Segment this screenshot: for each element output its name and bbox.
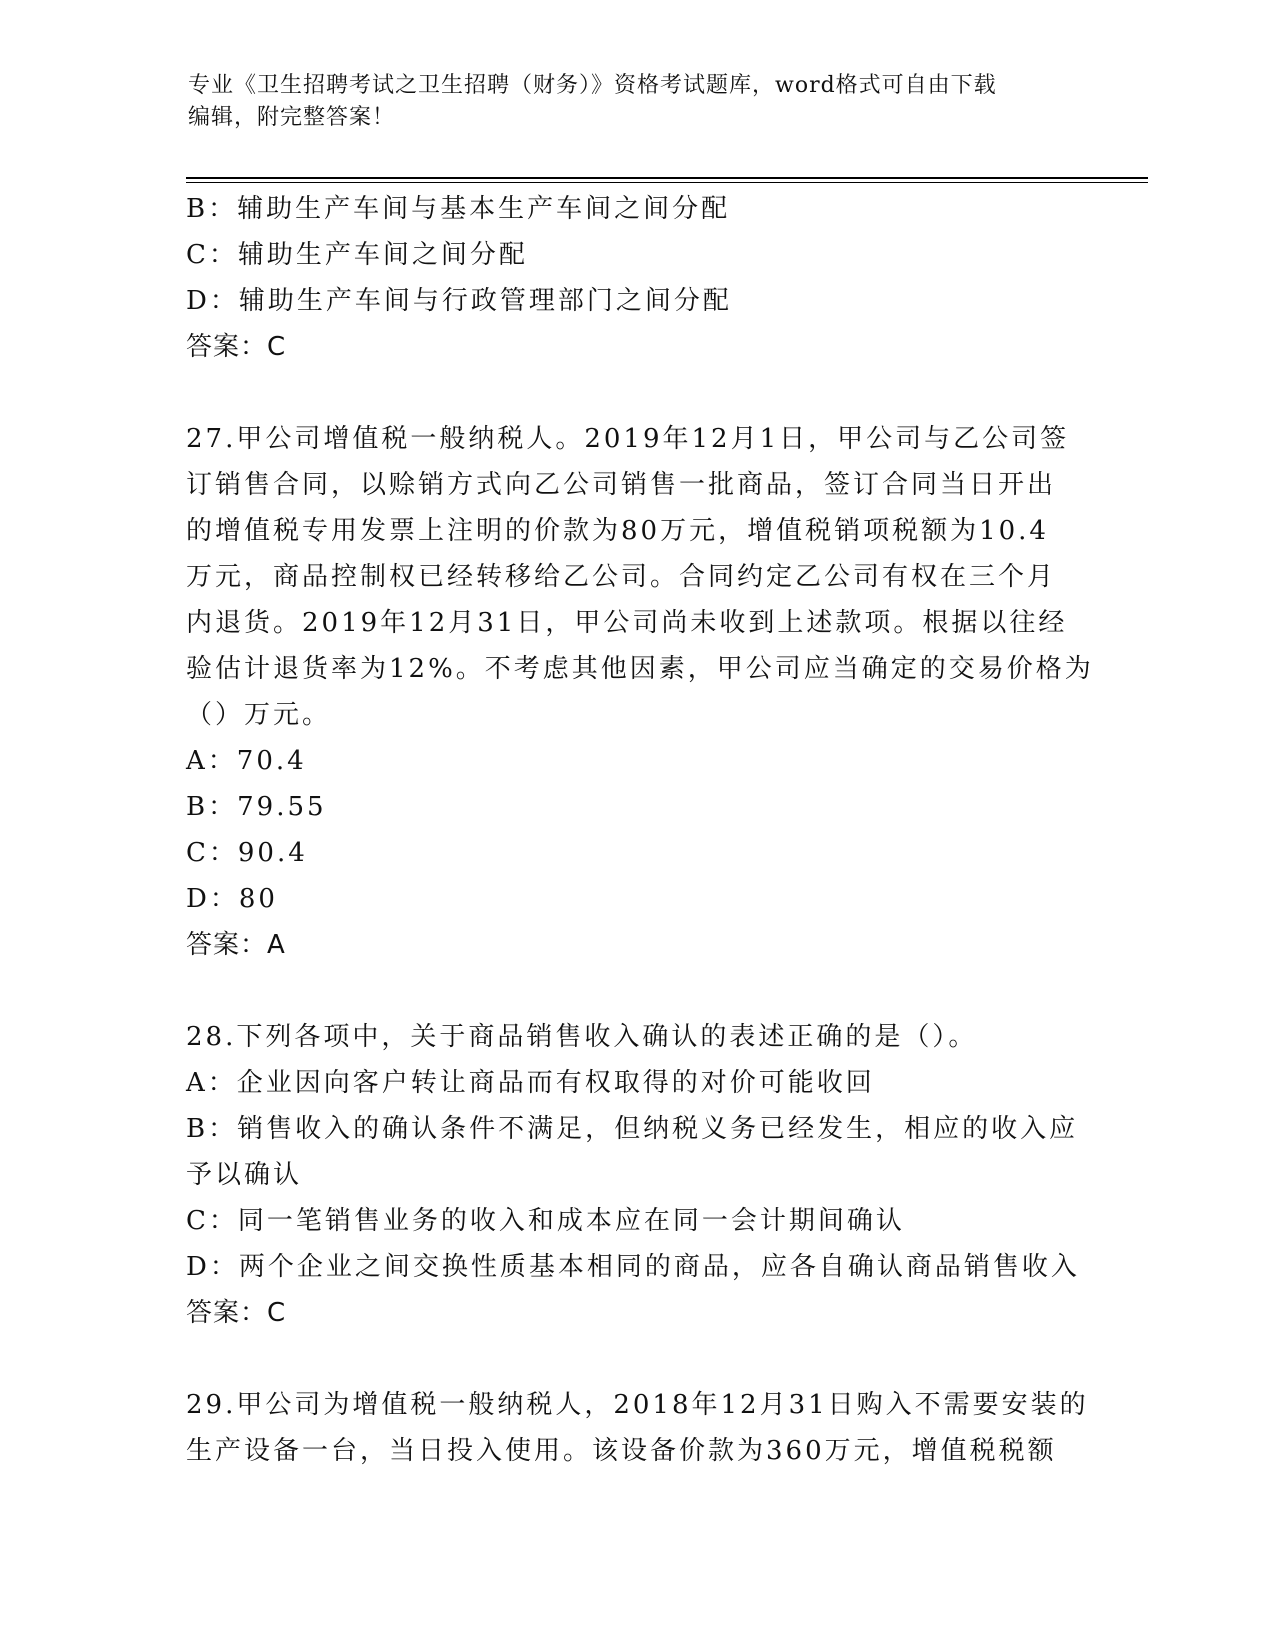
q27-stem-line: 万元，商品控制权已经转移给乙公司。合同约定乙公司有权在三个月 [186,562,1057,592]
spacer [186,1336,1086,1382]
q26-answer: 答案：C [186,332,287,362]
question-content [186,186,1094,1474]
header-rule-thin [186,182,1148,183]
q26-option-c: C：辅助生产车间之间分配 [186,240,528,270]
q27-stem-line: 内退货。2019年12月31日，甲公司尚未收到上述款项。根据以往经 [186,608,1068,638]
q27-answer: 答案：A [186,930,286,960]
q29-stem-line: 29.甲公司为增值税一般纳税人，2018年12月31日购入不需要安装的 [186,1390,1089,1420]
q27-stem-line: 27.甲公司增值税一般纳税人。2019年12月1日，甲公司与乙公司签 [186,424,1070,454]
q28-stem: 28.下列各项中，关于商品销售收入确认的表述正确的是（）。 [186,1022,978,1052]
q27-stem-line: （）万元。 [186,700,332,730]
document-header [188,70,1088,134]
q27-stem-line: 的增值税专用发票上注明的价款为80万元，增值税销项税额为10.4 [186,516,1049,546]
header-line-2: 编辑，附完整答案！ [188,105,396,130]
q27-option-c: C：90.4 [186,838,308,868]
q27-stem-line: 订销售合同，以赊销方式向乙公司销售一批商品，签订合同当日开出 [186,470,1057,500]
q28-option-c: C：同一笔销售业务的收入和成本应在同一会计期间确认 [186,1206,905,1236]
spacer [186,968,1086,1014]
header-line-1: 专业《卫生招聘考试之卫生招聘（财务）》资格考试题库，word格式可自由下载 [188,73,997,98]
q26-option-d: D：辅助生产车间与行政管理部门之间分配 [186,286,732,316]
spacer [186,370,1086,416]
header-rule-thick [186,177,1148,179]
q29-stem-line: 生产设备一台，当日投入使用。该设备价款为360万元，增值税税额 [186,1436,1057,1466]
q28-option-b-line: 予以确认 [186,1160,303,1190]
q28-option-a: A：企业因向客户转让商品而有权取得的对价可能收回 [186,1068,875,1098]
q27-option-d: D：80 [186,884,278,914]
q28-option-d: D：两个企业之间交换性质基本相同的商品，应各自确认商品销售收入 [186,1252,1080,1282]
q27-option-a: A：70.4 [186,746,307,776]
q27-stem-line: 验估计退货率为12%。不考虑其他因素，甲公司应当确定的交易价格为 [186,654,1094,684]
q26-option-b: B：辅助生产车间与基本生产车间之间分配 [186,194,731,224]
q27-option-b: B：79.55 [186,792,327,822]
q28-option-b-line: B：销售收入的确认条件不满足，但纳税义务已经发生，相应的收入应 [186,1114,1079,1144]
q28-answer: 答案：C [186,1298,287,1328]
